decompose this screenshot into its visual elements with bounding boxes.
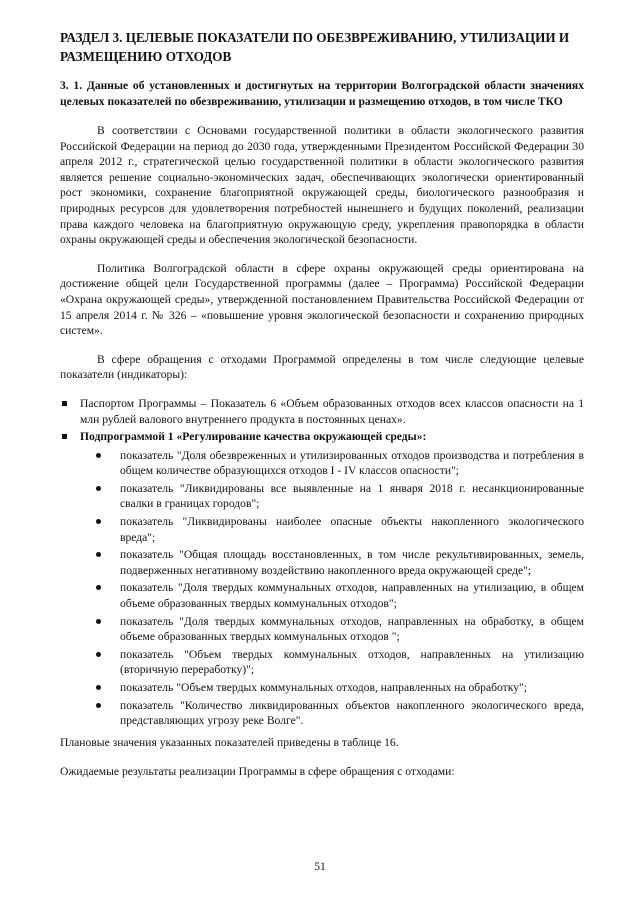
expected-results-heading: Ожидаемые результаты реализации Программы в сфере обращения с отходами: <box>60 765 455 779</box>
dot-bullet-icon <box>96 703 101 708</box>
paragraph-regional-policy: Политика Волгоградской области в сфере охраны окружающей среды ориентирована на достижение общей цели Государственной программы (далее – Программа) Российской Федерации «Охрана окружающей среды», утвержденной постановлением Правительства Российской Федерации от 15 апреля 2014 г. № 326 – «повышение уровня экологической безопасности и сохранению природных систем». <box>60 261 584 338</box>
list-item <box>80 680 584 696</box>
table-reference-text: Плановые значения указанных показателей приведены в таблице 16. <box>60 735 399 749</box>
list-item <box>80 448 584 479</box>
list-item-text: показатель "Доля твердых коммунальных отходов, направленных на утилизацию, в общем объеме образованных твердых коммунальных отходов"; <box>120 581 584 611</box>
square-bullet-icon <box>62 401 67 406</box>
list-item-text: показатель "Доля обезвреженных и утилизированных отходов производства и потребления в общем количестве образующихся отходов I - IV классов опасности"; <box>120 448 584 478</box>
list-item <box>80 698 584 729</box>
list-item <box>80 514 584 545</box>
list-item-text: показатель "Ликвидированы все выявленные на 1 января 2018 г. несанкционированные свалки в границах городов"; <box>120 481 584 511</box>
list-item <box>80 614 584 645</box>
list-item-text: Паспортом Программы – Показатель 6 «Объем образованных отходов всех классов опасности на 1 млн рублей валового внутреннего продукта в постоянных ценах». <box>80 396 584 426</box>
subprogram-indicator-list <box>80 448 584 729</box>
list-item <box>80 580 584 611</box>
dot-bullet-icon <box>96 685 101 690</box>
dot-bullet-icon <box>96 519 101 524</box>
dot-bullet-icon <box>96 585 101 590</box>
list-item-text: показатель "Ликвидированы наиболее опасные объекты накопленного экологического вреда"; <box>120 515 584 544</box>
section-title: РАЗДЕЛ 3. ЦЕЛЕВЫЕ ПОКАЗАТЕЛИ ПО ОБЕЗВРЕЖИВАНИЮ, УТИЛИЗАЦИИ И РАЗМЕЩЕНИЮ ОТХОДОВ <box>60 30 570 64</box>
subsection-title: 3. 1. Данные об установленных и достигнутых на территории Волгоградской области значениях целевых показателей по обезвреживанию, утилизации и размещению отходов, в том числе ТКО <box>60 79 584 108</box>
dot-bullet-icon <box>96 486 101 491</box>
list-item-subprogram-1 <box>60 429 584 729</box>
dot-bullet-icon <box>96 453 101 458</box>
list-item-program-passport <box>60 396 584 427</box>
page-number: 51 <box>314 860 326 873</box>
list-item-text: Подпрограммой 1 «Регулирование качества окружающей среды»: <box>80 430 427 444</box>
list-item <box>80 547 584 578</box>
dot-bullet-icon <box>96 552 101 557</box>
list-item-text: показатель "Доля твердых коммунальных отходов, направленных на обработку, в общем объеме образованных твердых коммунальных отходов "; <box>120 614 584 644</box>
dot-bullet-icon <box>96 619 101 624</box>
square-bullet-icon <box>62 434 67 439</box>
list-item-text: показатель "Объем твердых коммунальных отходов, направленных на обработку"; <box>120 681 527 694</box>
dot-bullet-icon <box>96 652 101 657</box>
paragraph-waste-indicators-intro: В сфере обращения с отходами Программой определены в том числе следующие целевые показатели (индикаторы): <box>60 352 584 382</box>
list-item <box>80 647 584 678</box>
list-item-text: показатель "Общая площадь восстановленных, в том числе рекультивированных, земель, подверженных негативному воздействию накопленного вреда окружающей среде"; <box>120 548 584 577</box>
list-item <box>80 481 584 512</box>
list-item-text: показатель "Объем твердых коммунальных отходов, направленных на утилизацию (вторичную переработку)"; <box>120 647 584 677</box>
document-page <box>60 22 584 794</box>
list-item-text: показатель "Количество ликвидированных объектов накопленного экологического вреда, представляющих угрозу реке Волге". <box>120 698 584 728</box>
indicator-list <box>60 396 584 729</box>
paragraph-basics-policy: В соответствии с Основами государственной политики в области экологического развития Российской Федерации на период до 2030 года, утвержденными Президентом Российской Федерации 30 апреля 2012 г., стратегической целью государственной политики в области экологического развития является решение социально-экономических задач, обеспечивающих экологически ориентированный рост экономики, сохранение благоприятной окружающей среды, биологического разнообразия и природных ресурсов для удовлетворения потребностей нынешнего и будущих поколений, реализации права каждого человека на благоприятную окружающую среду, укрепления правопорядка в области охраны окружающей среды и обеспечения экологической безопасности. <box>60 124 584 247</box>
